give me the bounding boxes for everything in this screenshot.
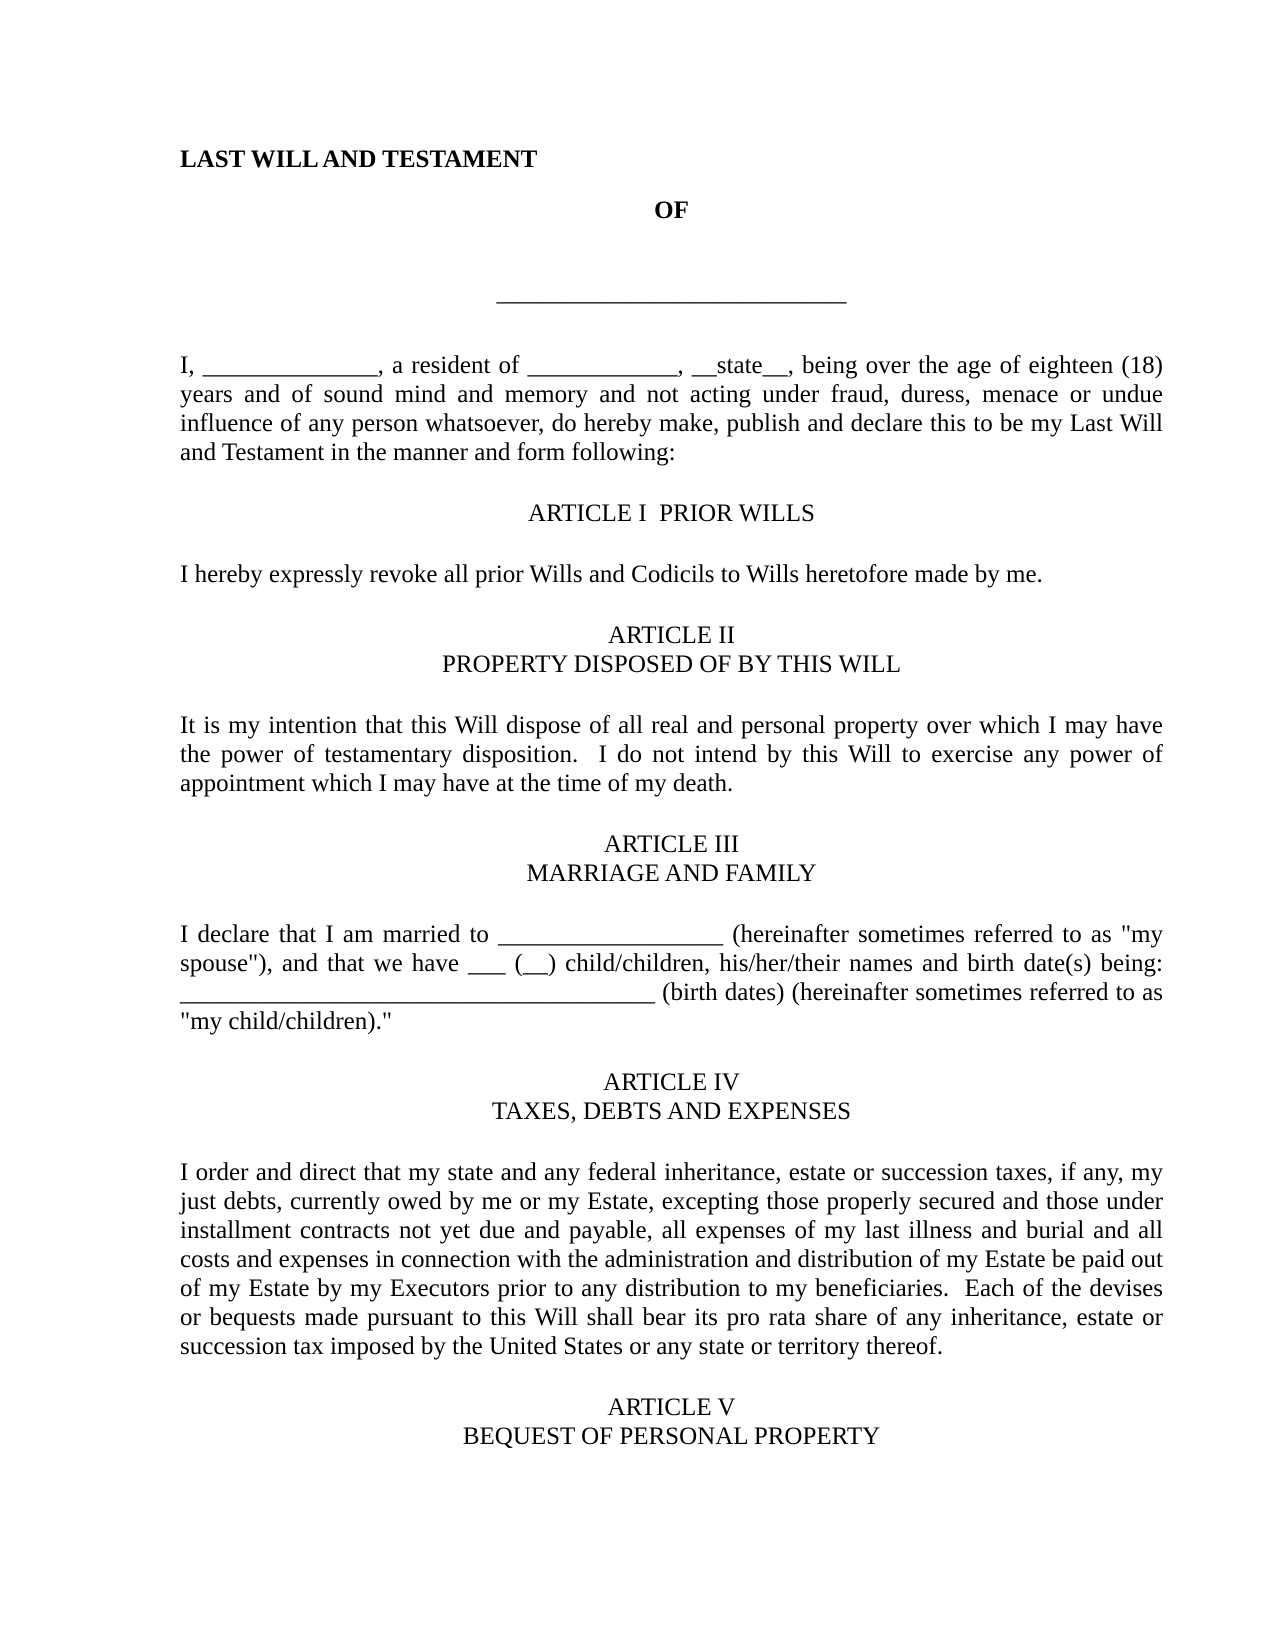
article-heading-line: MARRIAGE AND FAMILY xyxy=(526,860,817,887)
article-heading-2 xyxy=(180,621,1163,679)
articles-container xyxy=(180,499,1163,1451)
document-title: LAST WILL AND TESTAMENT xyxy=(180,146,538,173)
opening-paragraph: I, ______________, a resident of ____________, __state__, being over the age of eighteen (18) years and of sound mind and memory and not acting under fraud, duress, menace or undue influence of any person whatsoever, do hereby make, publish and declare this to be my Last Will and Testament in the manner and form following: xyxy=(180,352,1163,466)
article-heading-5 xyxy=(180,1393,1163,1451)
article-heading-line: ARTICLE IV xyxy=(603,1069,740,1096)
article-body-3: I declare that I am married to __________________ (hereinafter sometimes referred to as "my spouse"), and that we have ___ (__) child/children, his/her/their names and birth date(s) being: ______________________________________ (birth dates) (hereinafter sometimes referred to as "my child/children)." xyxy=(180,921,1163,1035)
article-heading-line: ARTICLE II xyxy=(608,622,735,649)
article-heading-line: TAXES, DEBTS AND EXPENSES xyxy=(491,1098,852,1125)
article-body-2: It is my intention that this Will dispose of all real and personal property over which I may have the power of testamentary disposition. I do not intend by this Will to exercise any power of appointment which I may have at the time of my death. xyxy=(180,712,1163,797)
testator-name-blank-line: ____________________________ xyxy=(496,279,847,306)
article-body-1: I hereby expressly revoke all prior Wills and Codicils to Wills heretofore made by me. xyxy=(180,561,1043,588)
article-heading-1 xyxy=(180,499,1163,528)
of-label: OF xyxy=(654,197,689,224)
article-body-4: I order and direct that my state and any federal inheritance, estate or succession taxes, if any, my just debts, currently owed by me or my Estate, excepting those properly secured and those under installment contracts not yet due and payable, all expenses of my last illness and burial and all costs and expenses in connection with the administration and distribution of my Estate be paid out of my Estate by my Executors prior to any distribution to my beneficiaries. Each of the devises or bequests made pursuant to this Will shall bear its pro rata share of any inheritance, estate or succession tax imposed by the United States or any state or territory thereof. xyxy=(180,1159,1163,1360)
article-heading-4 xyxy=(180,1068,1163,1126)
article-heading-line: PROPERTY DISPOSED OF BY THIS WILL xyxy=(442,651,901,678)
article-heading-line: ARTICLE I PRIOR WILLS xyxy=(528,500,815,527)
article-heading-line: ARTICLE V xyxy=(607,1394,736,1421)
article-heading-line: BEQUEST OF PERSONAL PROPERTY xyxy=(462,1423,881,1450)
article-heading-3 xyxy=(180,830,1163,888)
article-heading-line: ARTICLE III xyxy=(603,831,740,858)
